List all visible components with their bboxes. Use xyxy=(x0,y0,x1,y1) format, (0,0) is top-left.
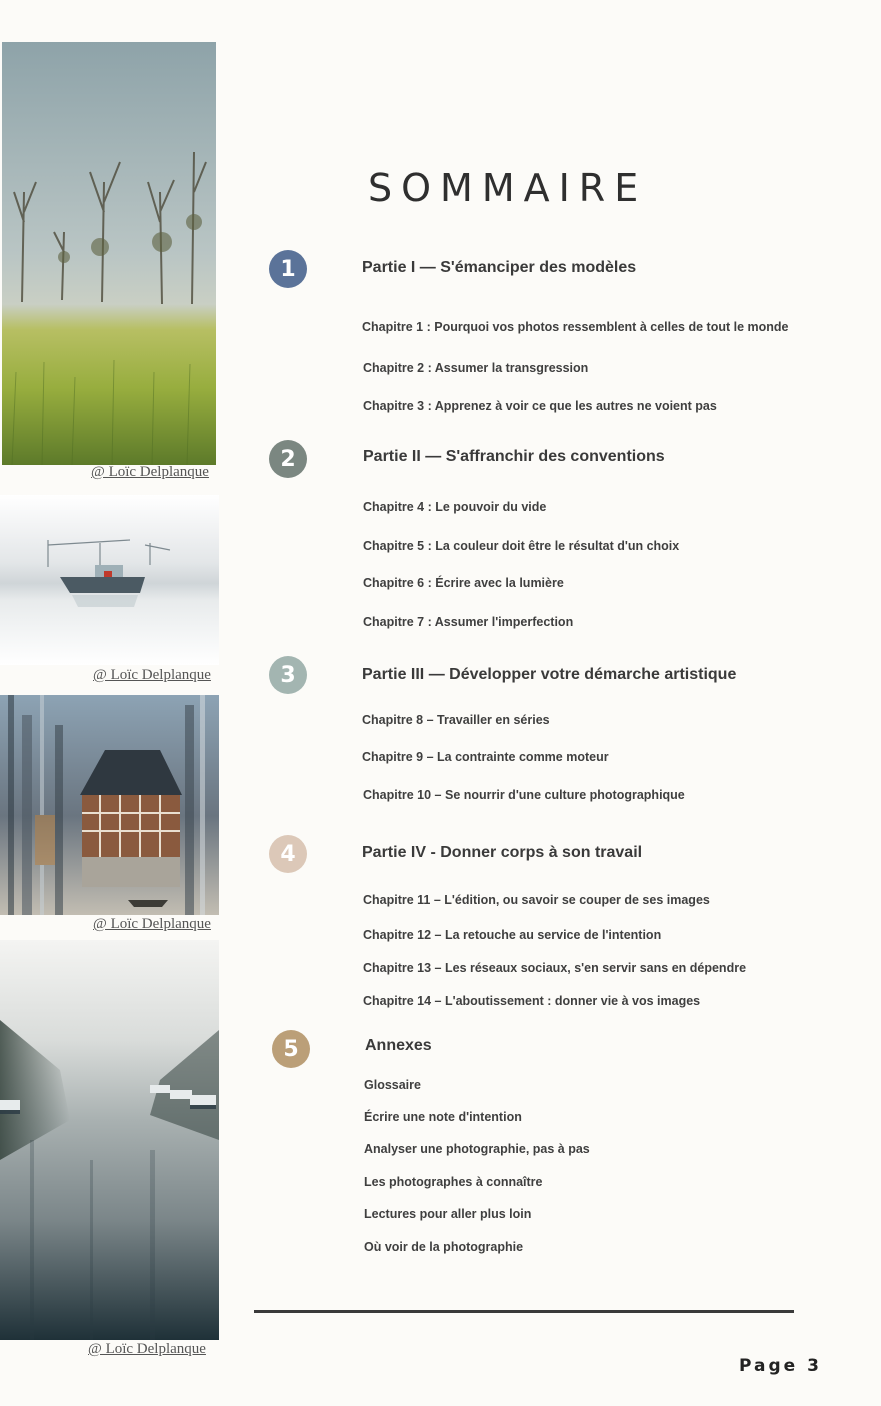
chapter-entry-8[interactable]: Chapitre 8 – Travailler en séries xyxy=(362,713,550,727)
page-title: SOMMAIRE xyxy=(368,166,648,210)
photo-fishing-boat xyxy=(0,495,219,665)
photo-credit-2[interactable]: @ Loïc Delplanque xyxy=(93,667,211,683)
chapter-entry-10[interactable]: Chapitre 10 – Se nourrir d'une culture photographique xyxy=(363,788,685,802)
chapter-entry-7[interactable]: Chapitre 7 : Assumer l'imperfection xyxy=(363,615,574,629)
page-number: Page 3 xyxy=(739,1356,822,1376)
photo-credit-1[interactable]: @ Loïc Delplanque xyxy=(91,464,209,480)
chapter-entry-12[interactable]: Chapitre 12 – La retouche au service de l'intention xyxy=(363,928,662,942)
part-number-badge-3: 3 xyxy=(269,656,307,694)
photo-timbered-house xyxy=(0,695,219,915)
part-number-badge-1: 1 xyxy=(269,250,307,288)
part-heading-4[interactable]: Partie IV - Donner corps à son travail xyxy=(362,844,643,861)
part-heading-3[interactable]: Partie III — Développer votre démarche artistique xyxy=(362,666,737,683)
chapter-entry-3[interactable]: Chapitre 3 : Apprenez à voir ce que les autres ne voient pas xyxy=(363,399,717,413)
chapter-entry-5[interactable]: Chapitre 5 : La couleur doit être le résultat d'un choix xyxy=(363,539,680,553)
part-heading-2[interactable]: Partie II — S'affranchir des conventions xyxy=(363,448,665,465)
chapter-entry-2[interactable]: Chapitre 2 : Assumer la transgression xyxy=(363,361,589,375)
annex-entry-5[interactable]: Lectures pour aller plus loin xyxy=(364,1207,532,1221)
footer-divider xyxy=(254,1310,794,1313)
chapter-entry-14[interactable]: Chapitre 14 – L'aboutissement : donner vie à vos images xyxy=(363,994,701,1008)
annex-entry-4[interactable]: Les photographes à connaître xyxy=(364,1175,543,1189)
annexes-heading[interactable]: Annexes xyxy=(365,1037,432,1054)
annex-entry-3[interactable]: Analyser une photographie, pas à pas xyxy=(364,1142,590,1156)
part-number-badge-5: 5 xyxy=(272,1030,310,1068)
chapter-entry-4[interactable]: Chapitre 4 : Le pouvoir du vide xyxy=(363,500,547,514)
photo-credit-3[interactable]: @ Loïc Delplanque xyxy=(93,916,211,932)
part-number-badge-4: 4 xyxy=(269,835,307,873)
photo-meadow-trees xyxy=(2,42,216,465)
part-number-badge-2: 2 xyxy=(269,440,307,478)
annex-entry-2[interactable]: Écrire une note d'intention xyxy=(364,1110,522,1124)
photo-credit-4[interactable]: @ Loïc Delplanque xyxy=(88,1341,206,1357)
chapter-entry-11[interactable]: Chapitre 11 – L'édition, ou savoir se couper de ses images xyxy=(363,893,710,907)
chapter-entry-9[interactable]: Chapitre 9 – La contrainte comme moteur xyxy=(362,750,609,764)
chapter-entry-6[interactable]: Chapitre 6 : Écrire avec la lumière xyxy=(363,576,564,590)
part-heading-1[interactable]: Partie I — S'émanciper des modèles xyxy=(362,259,637,276)
chapter-entry-13[interactable]: Chapitre 13 – Les réseaux sociaux, s'en servir sans en dépendre xyxy=(363,961,747,975)
photo-misty-river xyxy=(0,940,219,1340)
annex-entry-1[interactable]: Glossaire xyxy=(364,1078,421,1092)
chapter-entry-1[interactable]: Chapitre 1 : Pourquoi vos photos ressemblent à celles de tout le monde xyxy=(362,320,789,334)
annex-entry-6[interactable]: Où voir de la photographie xyxy=(364,1240,524,1254)
